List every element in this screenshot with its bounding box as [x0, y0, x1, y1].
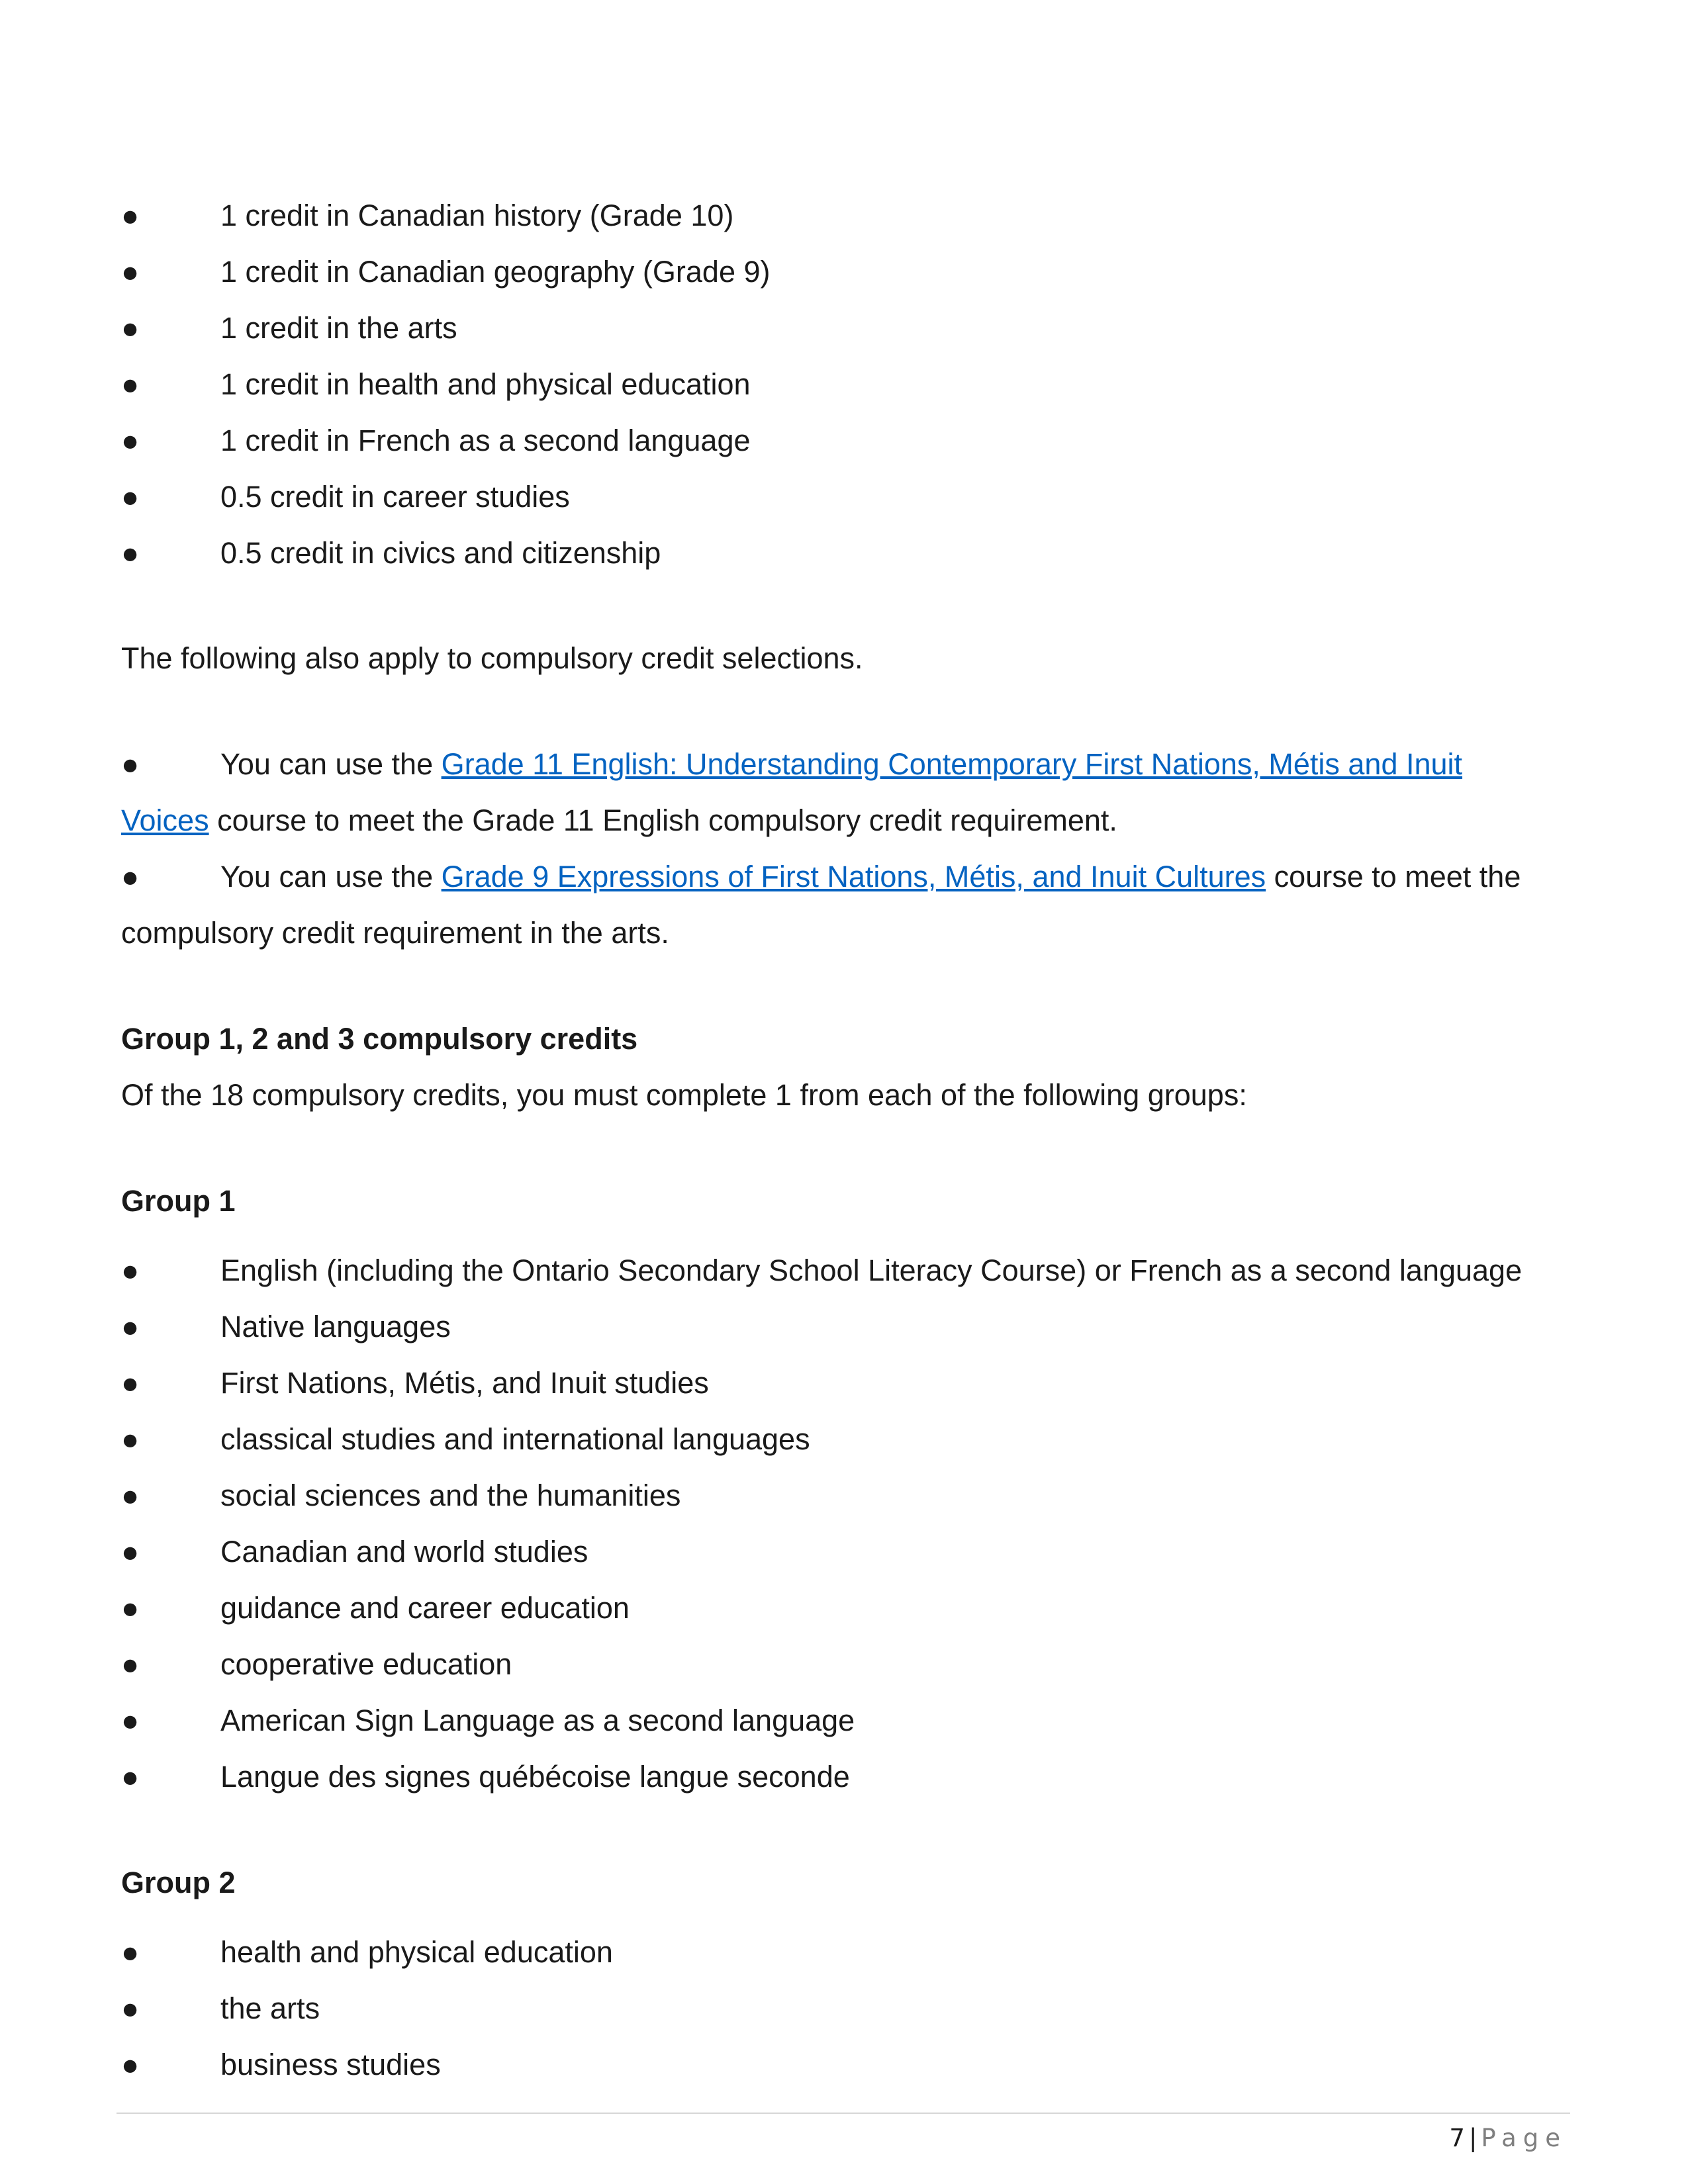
apply-item-2-line1: [220, 857, 1521, 897]
page-footer: [1449, 2122, 1567, 2155]
bullet-icon: ●: [121, 480, 140, 514]
bullet-icon: ●: [121, 1479, 140, 1512]
grade11-english-course-link-continued[interactable]: Voices: [121, 803, 209, 837]
apply-item-2-line2: compulsory credit requirement in the arts.: [121, 916, 669, 950]
bullet-icon: ●: [121, 424, 140, 457]
footer-separator: |: [1468, 2124, 1477, 2152]
list-item: health and physical education: [220, 1935, 613, 1969]
list-item: 0.5 credit in civics and citizenship: [220, 536, 661, 570]
bullet-icon: ●: [121, 1253, 140, 1287]
bullet-icon: ●: [121, 1591, 140, 1625]
bullet-icon: ●: [121, 199, 140, 232]
apply-item-1-suffix: course to meet the Grade 11 English compulsory credit requirement.: [209, 803, 1117, 837]
bullet-icon: ●: [121, 536, 140, 570]
apply-item-1-line1: [220, 745, 1462, 784]
list-item: First Nations, Métis, and Inuit studies: [220, 1366, 709, 1400]
list-item: business studies: [220, 2048, 441, 2081]
apply-intro-paragraph: The following also apply to compulsory credit selections.: [121, 641, 863, 675]
groups-heading: Group 1, 2 and 3 compulsory credits: [121, 1022, 638, 1056]
apply-item-1-line2: [121, 801, 1117, 841]
list-item: social sciences and the humanities: [220, 1479, 681, 1512]
list-item: Langue des signes québécoise langue seconde: [220, 1760, 850, 1794]
bullet-icon: ●: [121, 367, 140, 401]
bullet-icon: ●: [121, 860, 140, 893]
page-label: Page: [1481, 2124, 1567, 2152]
list-item: 1 credit in Canadian history (Grade 10): [220, 199, 734, 232]
grade9-expressions-course-link[interactable]: Grade 9 Expressions of First Nations, Métis, and Inuit Cultures: [441, 860, 1266, 893]
bullet-icon: ●: [121, 1310, 140, 1343]
bullet-icon: ●: [121, 1935, 140, 1969]
bullet-icon: ●: [121, 1366, 140, 1400]
list-item: 1 credit in French as a second language: [220, 424, 751, 457]
list-item: 1 credit in Canadian geography (Grade 9): [220, 255, 771, 289]
bullet-icon: ●: [121, 1704, 140, 1737]
list-item: Native languages: [220, 1310, 451, 1343]
bullet-icon: ●: [121, 2048, 140, 2081]
bullet-icon: ●: [121, 255, 140, 289]
apply-item-2-suffix: course to meet the: [1266, 860, 1521, 893]
apply-item-2-prefix: You can use the: [220, 860, 442, 893]
list-item: Canadian and world studies: [220, 1535, 588, 1569]
group2-heading: Group 2: [121, 1866, 236, 1899]
bullet-icon: ●: [121, 1422, 140, 1456]
footer-divider: [117, 2113, 1570, 2114]
apply-item-1-prefix: You can use the: [220, 747, 442, 781]
list-item: 1 credit in health and physical education: [220, 367, 751, 401]
list-item: the arts: [220, 1991, 320, 2025]
bullet-icon: ●: [121, 1535, 140, 1569]
groups-intro-paragraph: Of the 18 compulsory credits, you must complete 1 from each of the following groups:: [121, 1078, 1247, 1112]
list-item: 1 credit in the arts: [220, 311, 457, 345]
page-number: 7: [1449, 2124, 1465, 2152]
list-item: American Sign Language as a second language: [220, 1704, 855, 1737]
list-item: cooperative education: [220, 1647, 512, 1681]
list-item: classical studies and international languages: [220, 1422, 810, 1456]
group1-heading: Group 1: [121, 1184, 236, 1218]
bullet-icon: ●: [121, 1760, 140, 1794]
list-item: guidance and career education: [220, 1591, 630, 1625]
bullet-icon: ●: [121, 1991, 140, 2025]
list-item: 0.5 credit in career studies: [220, 480, 570, 514]
grade11-english-course-link[interactable]: Grade 11 English: Understanding Contemporary First Nations, Métis and Inuit: [441, 747, 1463, 781]
list-item: English (including the Ontario Secondary School Literacy Course) or French as a second language: [220, 1253, 1523, 1287]
bullet-icon: ●: [121, 747, 140, 781]
bullet-icon: ●: [121, 311, 140, 345]
bullet-icon: ●: [121, 1647, 140, 1681]
